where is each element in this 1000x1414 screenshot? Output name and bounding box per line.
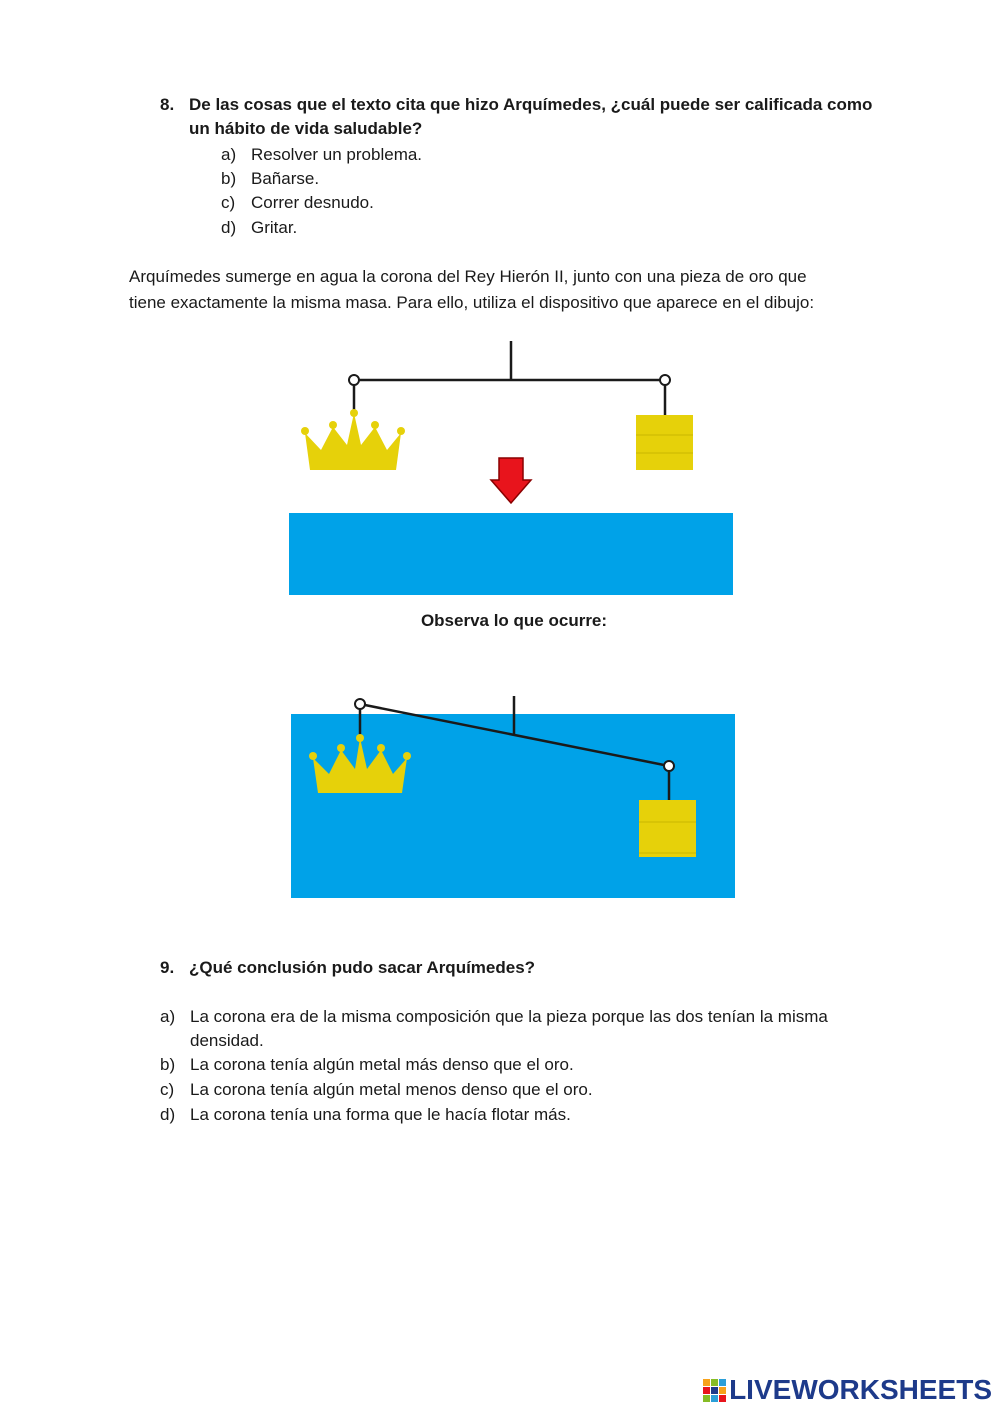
- question-8-text-line2: un hábito de vida saludable?: [189, 119, 423, 138]
- option-text: La corona era de la misma composición que la pieza porque las dos tenían la misma: [190, 1007, 828, 1026]
- intro-line2: tiene exactamente la misma masa. Para ello, utiliza el dispositivo que aparece en el dibujo:: [129, 293, 815, 312]
- option-letter: d): [160, 1105, 176, 1124]
- intro-line1: Arquímedes sumerge en agua la corona del Rey Hierón II, junto con una pieza de oro que: [129, 267, 807, 286]
- question-9-text: ¿Qué conclusión pudo sacar Arquímedes?: [189, 958, 536, 977]
- balance-diagram-before: [285, 335, 745, 605]
- question-9-option-c[interactable]: [160, 1078, 593, 1102]
- option-text: Resolver un problema.: [251, 145, 423, 164]
- option-text: La corona tenía algún metal menos denso que el oro.: [190, 1080, 593, 1099]
- option-text: La corona tenía una forma que le hacía flotar más.: [190, 1105, 571, 1124]
- question-8-text-line1: De las cosas que el texto cita que hizo Arquímedes, ¿cuál puede ser calificada como: [189, 95, 873, 114]
- question-8-option-a[interactable]: [221, 143, 422, 167]
- right-hook-icon: [664, 761, 674, 771]
- question-9-option-b[interactable]: [160, 1053, 574, 1077]
- question-8-option-d[interactable]: [221, 216, 297, 240]
- crown-icon: [301, 409, 405, 470]
- question-9-option-a[interactable]: [160, 1005, 900, 1029]
- gold-block-icon: [639, 800, 696, 857]
- option-letter: a): [160, 1007, 176, 1026]
- observe-label: Observa lo que ocurre:: [420, 611, 608, 630]
- left-hook-icon: [355, 699, 365, 709]
- question-8-option-c[interactable]: [221, 191, 374, 215]
- option-text: Bañarse.: [251, 169, 320, 188]
- liveworksheets-logo[interactable]: [703, 1374, 992, 1406]
- question-9-option-a-continued: [190, 1029, 264, 1053]
- option-letter: b): [221, 169, 237, 188]
- question-8-option-b[interactable]: [221, 167, 319, 191]
- question-9-number: 9.: [160, 958, 175, 977]
- question-8-number: 8.: [160, 95, 175, 114]
- left-hook-icon: [349, 375, 359, 385]
- gold-block-icon: [636, 415, 693, 470]
- balance-diagram-after: [285, 690, 745, 905]
- option-text: Correr desnudo.: [251, 193, 374, 212]
- water-tank: [289, 513, 733, 595]
- option-letter: a): [221, 145, 237, 164]
- option-letter: b): [160, 1055, 176, 1074]
- option-letter: c): [221, 193, 236, 212]
- brand-name: LIVEWORKSHEETS: [729, 1374, 992, 1405]
- option-letter: d): [221, 218, 237, 237]
- option-text: La corona tenía algún metal más denso que el oro.: [190, 1055, 574, 1074]
- question-9-option-d[interactable]: [160, 1103, 571, 1127]
- logo-grid-icon: [703, 1379, 726, 1402]
- option-text: densidad.: [190, 1031, 264, 1050]
- down-arrow-icon: [491, 458, 531, 503]
- option-text: Gritar.: [251, 218, 298, 237]
- right-hook-icon: [660, 375, 670, 385]
- option-letter: c): [160, 1080, 175, 1099]
